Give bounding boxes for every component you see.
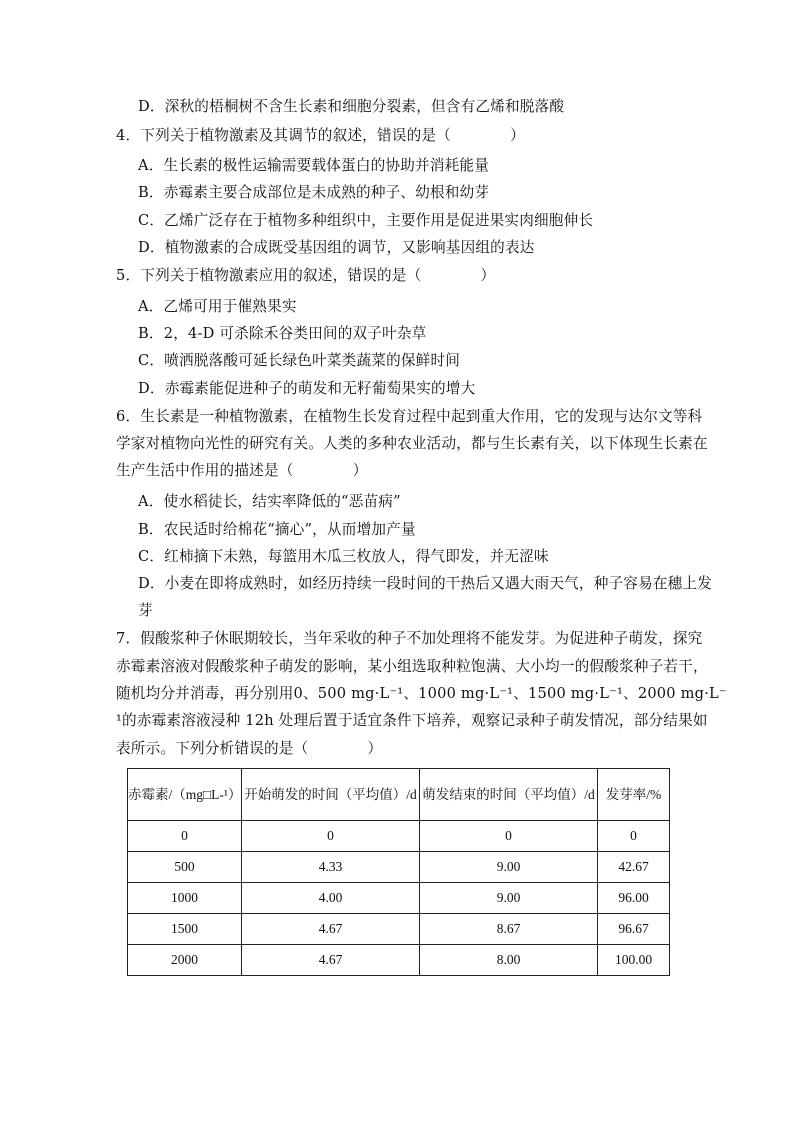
question-6-line-1: 6．生长素是一种植物激素，在植物生长发育过程中起到重大作用，它的发现与达尔文等科	[116, 408, 703, 425]
table-cell: 500	[128, 852, 242, 883]
option-5b: B．2，4-D 可杀除禾谷类田间的双子叶杂草	[138, 325, 427, 342]
table-cell: 0	[598, 821, 670, 852]
table-cell: 96.00	[598, 883, 670, 914]
table-row	[128, 914, 670, 945]
option-6a: A．使水稻徒长，结实率降低的“恶苗病”	[138, 493, 401, 510]
header-germination-start: 开始萌发的时间（平均值）/d	[242, 769, 420, 821]
question-6-line-2: 学家对植物向光性的研究有关。人类的多种农业活动，都与生长素有关，以下体现生长素在	[116, 435, 708, 452]
option-5c: C．喷洒脱落酸可延长绿色叶菜类蔬菜的保鲜时间	[138, 352, 461, 369]
question-7-line-3: 随机均分并消毒，再分别用0、500 mg·L⁻¹、1000 mg·L⁻¹、1500 mg·L⁻¹、2000 mg·L⁻	[116, 685, 727, 702]
table-cell: 0	[420, 821, 598, 852]
option-4a: A．生长素的极性运输需要载体蛋白的协助并消耗能量	[138, 157, 489, 174]
table-cell: 9.00	[420, 883, 598, 914]
table-cell: 100.00	[598, 945, 670, 976]
table-cell: 8.00	[420, 945, 598, 976]
table-cell: 9.00	[420, 852, 598, 883]
table-cell: 4.67	[242, 945, 420, 976]
table-cell: 8.67	[420, 914, 598, 945]
question-7-line-5: 表所示。下列分析错误的是（ ）	[116, 740, 383, 757]
table-cell: 96.67	[598, 914, 670, 945]
question-7-line-2: 赤霉素溶液对假酸浆种子萌发的影响，某小组选取种粒饱满、大小均一的假酸浆种子若干，	[116, 658, 708, 675]
header-germination-rate: 发芽率/%	[598, 769, 670, 821]
table-cell: 4.00	[242, 883, 420, 914]
table-cell: 1000	[128, 883, 242, 914]
table-header-row	[128, 769, 670, 821]
option-4c: C．乙烯广泛存在于植物多种组织中，主要作用是促进果实肉细胞伸长	[138, 212, 594, 229]
header-gibberellin-concentration: 赤霉素/（mg□L-¹）	[128, 769, 242, 821]
option-5a: A．乙烯可用于催熟果实	[138, 298, 297, 315]
germination-table	[127, 768, 670, 976]
option-6c: C．红柿摘下未熟，每篮用木瓜三枚放人，得气即发，并无涩味	[138, 548, 549, 565]
option-6b: B．农民适时给棉花“摘心”，从而增加产量	[138, 521, 416, 538]
question-7-line-1: 7．假酸浆种子休眠期较长，当年采收的种子不加处理将不能发芽。为促进种子萌发，探究	[116, 630, 703, 647]
table-row	[128, 852, 670, 883]
table-row	[128, 945, 670, 976]
option-4d: D．植物激素的合成既受基因组的调节，又影响基因组的表达	[138, 239, 535, 256]
option-4b: B．赤霉素主要合成部位是未成熟的种子、幼根和幼芽	[138, 184, 490, 201]
table-cell: 4.67	[242, 914, 420, 945]
option-6d: D．小麦在即将成熟时，如经历持续一段时间的干热后又遇大雨天气，种子容易在穗上发	[138, 575, 713, 592]
option-3d: D．深秋的梧桐树不含生长素和细胞分裂素，但含有乙烯和脱落酸	[138, 98, 565, 115]
table-cell: 1500	[128, 914, 242, 945]
option-5d: D．赤霉素能促进种子的萌发和无籽葡萄果实的增大	[138, 380, 476, 397]
question-6-line-3: 生产生活中作用的描述是（ ）	[116, 462, 368, 479]
question-5: 5．下列关于植物激素应用的叙述，错误的是（ ）	[116, 267, 496, 284]
table-row	[128, 883, 670, 914]
table-cell: 4.33	[242, 852, 420, 883]
header-germination-end: 萌发结束的时间（平均值）/d	[420, 769, 598, 821]
table-cell: 0	[242, 821, 420, 852]
table-row	[128, 821, 670, 852]
option-6d-continued: 芽	[138, 602, 153, 619]
table-cell: 0	[128, 821, 242, 852]
table-cell: 42.67	[598, 852, 670, 883]
question-7-line-4: ¹的赤霉素溶液浸种 12h 处理后置于适宜条件下培养，观察记录种子萌发情况，部分结果如	[116, 712, 708, 729]
table-cell: 2000	[128, 945, 242, 976]
question-4: 4．下列关于植物激素及其调节的叙述，错误的是（ ）	[116, 127, 525, 144]
